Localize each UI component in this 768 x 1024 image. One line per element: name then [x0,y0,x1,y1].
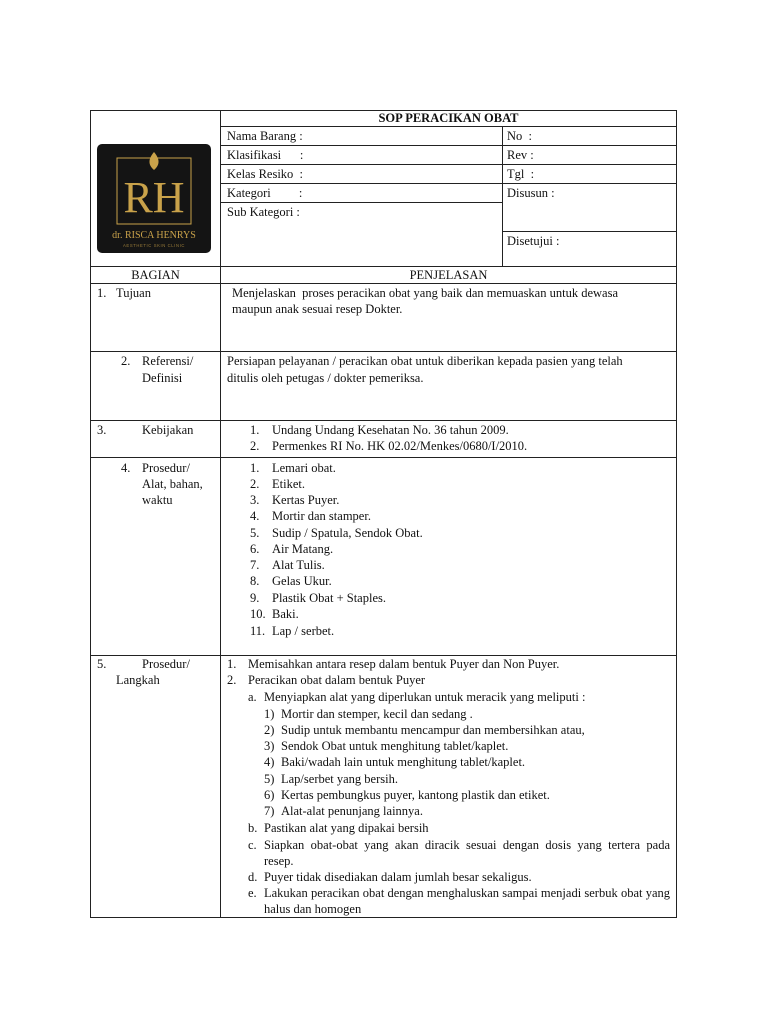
kebijakan-item: Undang Undang Kesehatan No. 36 tahun 2009. [272,423,509,437]
alat-item: Etiket. [272,477,305,491]
column-divider [220,110,221,918]
kebijakan-item: Permenkes RI No. HK 02.02/Menkes/0680/I/2010. [272,439,528,453]
tujuan-text-line: Menjelaskan proses peracikan obat yang baik dan memuaskan untuk dewasa [232,286,618,300]
header-right-divider [502,126,503,266]
list-marker: 2. [227,673,237,687]
sub-a-item: Lap/serbet yang bersih. [281,772,398,786]
header-rule [220,126,677,127]
header-rule [220,202,502,203]
header-rule [220,164,677,165]
langkah-step: Memisahkan antara resep dalam bentuk Puyer dan Non Puyer. [248,657,560,671]
list-marker: 3. [250,493,260,507]
alat-item: Plastik Obat + Staples. [272,591,386,605]
list-marker: 7) [264,804,275,818]
alat-item: Air Matang. [272,542,334,556]
alat-item: Lemari obat. [272,461,336,475]
list-marker: 5) [264,772,275,786]
list-marker: 4. [250,509,260,523]
sub-a-item: Sudip untuk membantu mencampur dan membersihkan atau, [281,723,585,737]
section-label-tujuan: Tujuan [116,286,151,300]
list-marker: 9. [250,591,260,605]
section-label-kebijakan: Kebijakan [142,423,194,437]
header-rule [502,231,677,232]
row-rule [90,457,677,458]
column-heading-bagian: BAGIAN [131,268,180,282]
field-klasifikasi: Klasifikasi : [227,148,304,162]
section-label-referensi: Referensi/ [142,354,194,368]
field-rev: Rev : [507,148,534,162]
field-tgl: Tgl : [507,167,535,181]
section-label-alat: Alat, bahan, [142,477,203,491]
field-kategori: Kategori : [227,186,303,200]
list-marker: 5. [250,526,260,540]
list-marker: c. [248,838,257,852]
field-no: No : [507,129,532,143]
sub-a-item: Kertas pembungkus puyer, kantong plastik dan etiket. [281,788,550,802]
referensi-text-line: ditulis oleh petugas / dokter pemeriksa. [227,371,424,385]
section-label-prosedur: Prosedur/ [142,657,190,671]
column-heading-penjelasan: PENJELASAN [409,268,488,282]
langkah-sub-c: Siapkan obat-obat yang akan diracik sesuai dengan dosis yang tertera pada resep. [264,838,670,868]
alat-item: Alat Tulis. [272,558,325,572]
rh-monogram-icon [97,144,211,253]
field-sub-kategori: Sub Kategori : [227,205,300,219]
sub-a-item: Sendok Obat untuk menghitung tablet/kaplet. [281,739,509,753]
list-marker: 10. [250,607,266,621]
list-marker: b. [248,821,258,835]
list-marker: 1. [250,423,260,437]
field-nama-barang: Nama Barang : [227,129,303,143]
section-number: 3. [97,423,107,437]
langkah-sub-a: Menyiapkan alat yang diperlukan untuk meracik yang meliputi : [264,690,586,704]
list-marker: d. [248,870,258,884]
alat-item: Gelas Ukur. [272,574,332,588]
alat-item: Mortir dan stamper. [272,509,371,523]
field-disetujui: Disetujui : [507,234,560,248]
langkah-step: Peracikan obat dalam bentuk Puyer [248,673,426,687]
section-number: 1. [97,286,107,300]
row-rule [90,351,677,352]
header-rule [220,145,677,146]
section-label-langkah: Langkah [116,673,160,687]
alat-item: Kertas Puyer. [272,493,340,507]
list-marker: 6. [250,542,260,556]
list-marker: 1. [227,657,237,671]
list-marker: 2. [250,477,260,491]
langkah-sub-d: Puyer tidak disediakan dalam jumlah besar sekaligus. [264,870,532,884]
list-marker: 7. [250,558,260,572]
section-number: 5. [97,657,107,671]
section-number: 2. [121,354,131,368]
list-marker: 11. [250,624,266,638]
list-marker: 2. [250,439,260,453]
field-kelas-resiko: Kelas Resiko : [227,167,304,181]
border-bottom [90,917,677,918]
clinic-logo [97,144,211,253]
logo-name: dr. RISCA HENRYS [112,230,196,241]
document-title: SOP PERACIKAN OBAT [378,111,519,125]
field-disusun: Disusun : [507,186,555,200]
list-marker: e. [248,886,257,900]
list-marker: 2) [264,723,275,737]
list-marker: a. [248,690,257,704]
sub-a-item: Mortir dan stemper, kecil dan sedang . [281,707,473,721]
alat-item: Sudip / Spatula, Sendok Obat. [272,526,423,540]
alat-item: Lap / serbet. [272,624,335,638]
header-rule [220,183,677,184]
langkah-sub-e: Lakukan peracikan obat dengan menghaluskan sampai menjadi serbuk obat yang halus dan homogen [264,886,670,916]
row-rule [90,420,677,421]
logo-monogram: RH [123,173,185,222]
border-left [90,110,91,918]
referensi-text-line: Persiapan pelayanan / peracikan obat untuk diberikan kepada pasien yang telah [227,354,623,368]
section-label-waktu: waktu [142,493,173,507]
list-marker: 3) [264,739,275,753]
section-label-definisi: Definisi [142,371,183,385]
section-label-prosedur: Prosedur/ [142,461,190,475]
list-marker: 8. [250,574,260,588]
row-rule [90,283,677,284]
alat-item: Baki. [272,607,299,621]
section-number: 4. [121,461,131,475]
langkah-sub-b: Pastikan alat yang dipakai bersih [264,821,429,835]
logo-tagline: AESTHETIC SKIN CLINIC [123,243,185,248]
list-marker: 4) [264,755,275,769]
sub-a-item: Baki/wadah lain untuk menghitung tablet/kaplet. [281,755,526,769]
list-marker: 1. [250,461,260,475]
sub-a-item: Alat-alat penunjang lainnya. [281,804,423,818]
list-marker: 6) [264,788,275,802]
list-marker: 1) [264,707,275,721]
tujuan-text-line: maupun anak sesuai resep Dokter. [232,302,403,316]
